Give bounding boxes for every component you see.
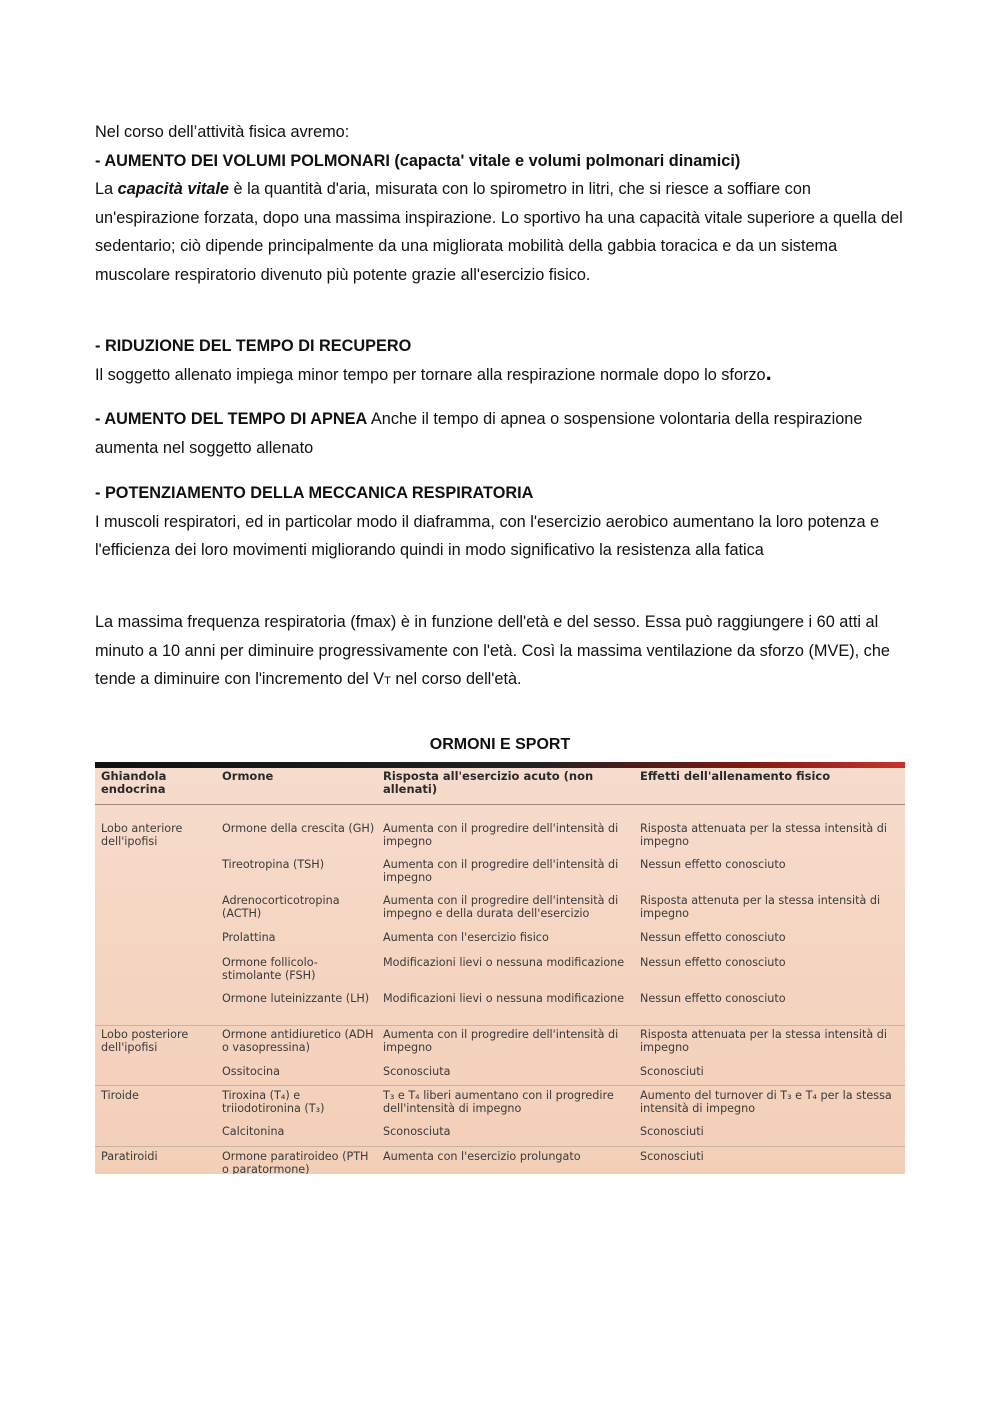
table-cell: Sconosciuti [640,1150,704,1163]
header-ghiandola: Ghiandola endocrina [101,769,167,796]
table-cell: Sconosciuta [383,1125,451,1138]
row-divider [95,1025,905,1026]
table-cell: Sconosciuta [383,1065,451,1078]
table-cell: Modificazioni lievi o nessuna modificazione [383,992,625,1005]
section-recupero-text: Il soggetto allenato impiega minor tempo per tornare alla respirazione normale dopo lo sforzo [95,365,766,384]
intro-line: Nel corso dell’attività fisica avremo: [95,123,350,141]
table-cell: Aumenta con l'esercizio fisico [383,931,549,944]
text-body [95,118,910,289]
table-cell: Tireotropina (TSH) [222,858,325,871]
table-cell: Adrenocorticotropina (ACTH) [222,894,340,920]
row-divider [95,1085,905,1086]
table-cell: Aumento del turnover di T₃ e T₄ per la stessa intensità di impegno [640,1089,892,1115]
section-frequenza-text-b: nel corso dell'età. [390,670,522,688]
table-cell: Aumenta con l'esercizio prolungato [383,1150,581,1163]
header-risposta: Risposta all'esercizio acuto (non allenati) [383,769,594,796]
table-cell: Nessun effetto conosciuto [640,931,786,944]
table-cell: Lobo anteriore dell'ipofisi [101,822,183,848]
section-recupero [95,332,910,389]
table-cell: Ormone della crescita (GH) [222,822,375,835]
vt-subscript: T [384,675,391,687]
hormone-table-image [95,762,905,1174]
table-cell: Paratiroidi [101,1150,158,1163]
section-recupero-heading: - RIDUZIONE DEL TEMPO DI RECUPERO [95,337,412,355]
table-cell: Aumenta con il progredire dell'intensità di impegno [383,822,619,848]
section-frequenza-body [95,608,910,696]
table-cell: Prolattina [222,931,276,944]
table-cell: Risposta attenuta per la stessa intensità di impegno [640,894,881,920]
table-cell: Aumenta con il progredire dell'intensità di impegno [383,858,619,884]
section-apnea-text: Anche il tempo di apnea o sospensione volontaria della respirazione aumenta nel soggetto allenato [95,410,863,457]
table-cell: Aumenta con il progredire dell'intensità di impegno [383,1028,619,1054]
section-apnea-body [95,405,910,462]
table-cell: Lobo posteriore dell'ipofisi [101,1028,189,1054]
section-volumi-heading: - AUMENTO DEI VOLUMI POLMONARI (capacta' vitale e volumi polmonari dinamici) [95,151,741,170]
section-frequenza [95,608,910,696]
row-divider [95,1146,905,1147]
table-cell: Risposta attenuata per la stessa intensità di impegno [640,822,887,848]
section-meccanica-heading: - POTENZIAMENTO DELLA MECCANICA RESPIRATORIA [95,484,534,502]
section-recupero-body [95,361,910,390]
table-cell: Tiroide [101,1089,139,1102]
section-volumi-lead: La [95,180,118,198]
section-recupero-end: . [765,359,772,385]
table-cell: Ormone paratiroideo (PTH o paratormone) [222,1150,369,1174]
section-meccanica [95,479,910,565]
table-cell: Aumenta con il progredire dell'intensità di impegno e della durata dell'esercizio [383,894,619,920]
table-cell: Nessun effetto conosciuto [640,992,786,1005]
table-cell: Sconosciuti [640,1065,704,1078]
table-cell: Sconosciuti [640,1125,704,1138]
header-divider [95,804,905,805]
section-volumi-text: è la quantità d'aria, misurata con lo spirometro in litri, che si riesce a soffiare con un'espirazione forzata, dopo una massima inspirazione. Lo sportivo ha una capacità vitale superiore a quella del sedentario; ciò dipende principalmente da una migliorata mobilità della gabbia toracica e da un sistema muscolare respiratorio divenuto più potente grazie all'esercizio fisico. [95,180,903,284]
section-meccanica-body: I muscoli respiratori, ed in particolar modo il diaframma, con l'esercizio aerobico aumentano la loro potenza e l'efficienza dei loro movimenti migliorando quindi in modo significativo la resistenza alla fatica [95,512,880,559]
table-cell: Calcitonina [222,1125,285,1138]
section-volumi-body [95,175,910,289]
table-cell: Risposta attenuata per la stessa intensità di impegno [640,1028,887,1054]
table-cell: Tiroxina (T₄) e triiodotironina (T₃) [222,1089,325,1115]
header-effetti: Effetti dell'allenamento fisico [640,769,831,783]
section-apnea-heading: - AUMENTO DEL TEMPO DI APNEA [95,410,368,428]
table-title: ORMONI E SPORT [429,736,571,753]
table-cell: T₃ e T₄ liberi aumentano con il progredire dell'intensità di impegno [383,1089,614,1115]
table-cell: Nessun effetto conosciuto [640,956,786,969]
table-cell: Ormone luteinizzante (LH) [222,992,370,1005]
header-ormone: Ormone [222,769,274,783]
capacita-vitale-term: capacità vitale [117,180,229,198]
table-cell: Ormone follicolo-stimolante (FSH) [222,956,318,982]
table-cell: Ormone antidiuretico (ADH o vasopressina) [222,1028,374,1054]
table-cell: Modificazioni lievi o nessuna modificazione [383,956,625,969]
section-frequenza-text-a: La massima frequenza respiratoria (fmax) è in funzione dell'età e del sesso. Essa può raggiungere i 60 atti al minuto a 10 anni per diminuire progressivamente con l'età. Così la massima ventilazione da sforzo (MVE), che tende a diminuire con l'incremento del V [95,613,890,688]
table-cell: Ossitocina [222,1065,281,1078]
table-top-bar [95,762,905,768]
section-apnea [95,405,910,462]
table-cell: Nessun effetto conosciuto [640,858,786,871]
